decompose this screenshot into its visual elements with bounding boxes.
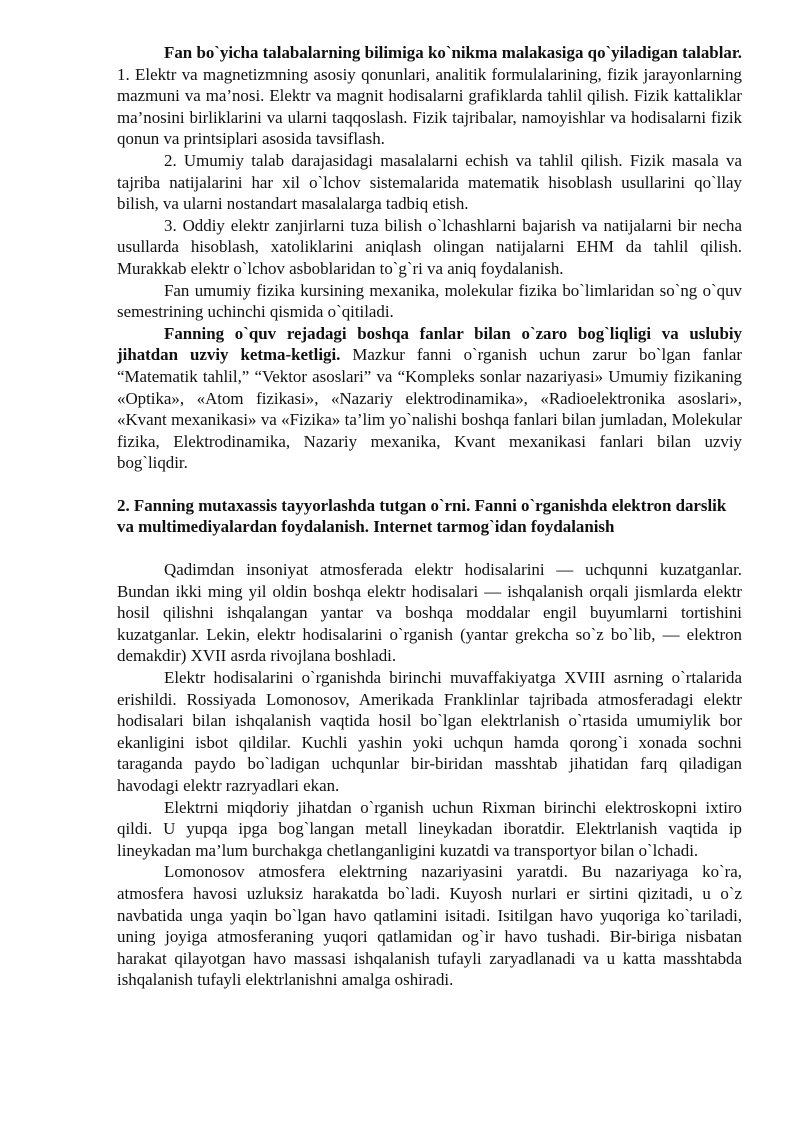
relations-text: Mazkur fanni o`rganish uchun zarur bo`lgan fanlar “Matematik tahlil,” “Vektor asoslari” va “Kompleks sonlar nazariyasi» Umumiy fizikaning «Optika», «Atom fizikasi», «Nazariy elektrodinamika», «Radioelektronika asoslari», «Kvant mexanikasi» va «Fizika» ta’lim yo`nalishi boshqa fanlari bilan jumladan, Molekular fizika, Elektrodinamika, Nazariy mexanika, Kvant mexanikasi fanlari bilan uzviy bog`liqdir. <box>117 345 742 473</box>
requirements-text: 1. Elektr va magnetizmning asosiy qonunlari, analitik formulalarining, fizik jarayonlarning mazmuni va ma’nosi. Elektr va magnit hodisalarni grafiklarda tahlil qilish. Fizik kattaliklar ma’nosini birliklarini va ularni taqqoslash. Fizik tajribalar, namoyishlar va hodisalarni fizik qonun va printsiplari asosida tavsiflash. <box>117 64 742 149</box>
relations-heading: Fanning o`quv rejadagi boshqa fanlar bilan o`zaro bog`liqligi va uslubiy jihatdan uzviy ketma-ketligi. <box>117 323 742 365</box>
requirements-heading: Fan bo`yicha talabalarning bilimiga ko`nikma malakasiga qo`yiladigan talablar. <box>164 43 742 62</box>
requirements-paragraph <box>117 42 742 150</box>
requirement-3-paragraph: 3. Oddiy elektr zanjirlarni tuza bilish o`lchashlarni bajarish va natijalarni bir necha usullarda hisoblash, xatoliklarini aniqlash olingan natijalarni EHM da tahlil qilish. Murakkab elektr o`lchov asboblaridan to`g`ri va aniq foydalanish. <box>117 215 742 278</box>
requirement-2-paragraph: 2. Umumiy talab darajasidagi masalalarni echish va tahlil qilish. Fizik masala va tajriba natijalarini har xil o`lchov sistemalarida matematik hisoblash usullarini qo`llay bilish, va ularni nostandart masalalarga tadbiq etish. <box>117 150 742 214</box>
history-paragraph-3: Elektrni miqdoriy jihatdan o`rganish uchun Rixman birinchi elektroskopni ixtiro qildi. U yupqa ipga bog`langan metall lineykadan iboratdir. Elektrlanish vaqtida ip lineykadan ma’lum burchakga chetlanganligini kuzatdi va transportyor bilan o`lchadi. <box>117 797 742 860</box>
relations-paragraph <box>117 323 742 474</box>
history-paragraph-1: Qadimdan insoniyat atmosferada elektr hodisalarini — uchqunni kuzatganlar. Bundan ikki ming yil oldin boshqa elektr hodisalari — ishqalanish orqali jismlarda elektr hosil qilishni ishqalangan yantar va boshqa moddalar engil buyumlarni tortishini kuzatganlar. Lekin, elektr hodisalarini o`rganish (yantar grekcha so`z bo`lib, — elektron demakdir) XVII asrda rivojlana boshladi. <box>117 560 742 666</box>
semester-paragraph: Fan umumiy fizika kursining mexanika, molekular fizika bo`limlaridan so`ng o`quv semestrining uchinchi qismida o`qitiladi. <box>117 280 742 322</box>
section-2-heading: 2. Fanning mutaxassis tayyorlashda tutgan o`rni. Fanni o`rganishda elektron darslik va multimediyalardan foydalanish. Internet tarmog`idan foydalanish <box>117 495 727 537</box>
history-paragraph-2: Elektr hodisalarini o`rganishda birinchi muvaffakiyatga XVIII asrning o`rtalarida erishildi. Rossiyada Lomonosov, Amerikada Franklinlar tajribada atmosferadagi elektr hodisalari bilan ishqalanish vaqtida hosil bo`lgan elektrlanish o`rtasida umumiylik bor ekanligini isbot qildilar. Kuchli yashin yoki uchqun hamda qorong`i xonada sochni taraganda paydo bo`ladigan uchqunlar bir-biridan masshtab jihatidan farq qiladigan havodagi elektr razryadlari ekan. <box>117 668 742 795</box>
history-paragraph-4: Lomonosov atmosfera elektrning nazariyasini yaratdi. Bu nazariyaga ko`ra, atmosfera havosi uzluksiz harakatda bo`ladi. Kuyosh nurlari er sirtini qizitadi, u o`z navbatida unga yaqin bo`lgan havo qatlamini isitadi. Isitilgan havo yuqoriga ko`tariladi, uning joyiga atmosferaning yuqori qatlamidan og`ir havo tushadi. Bir-biriga nisbatan harakat qilayotgan havo massasi ishqalanish tufayli zaryadlanadi va u katta masshtabda ishqalanish tufayli elektrlanishni amalga oshiradi. <box>117 862 742 990</box>
